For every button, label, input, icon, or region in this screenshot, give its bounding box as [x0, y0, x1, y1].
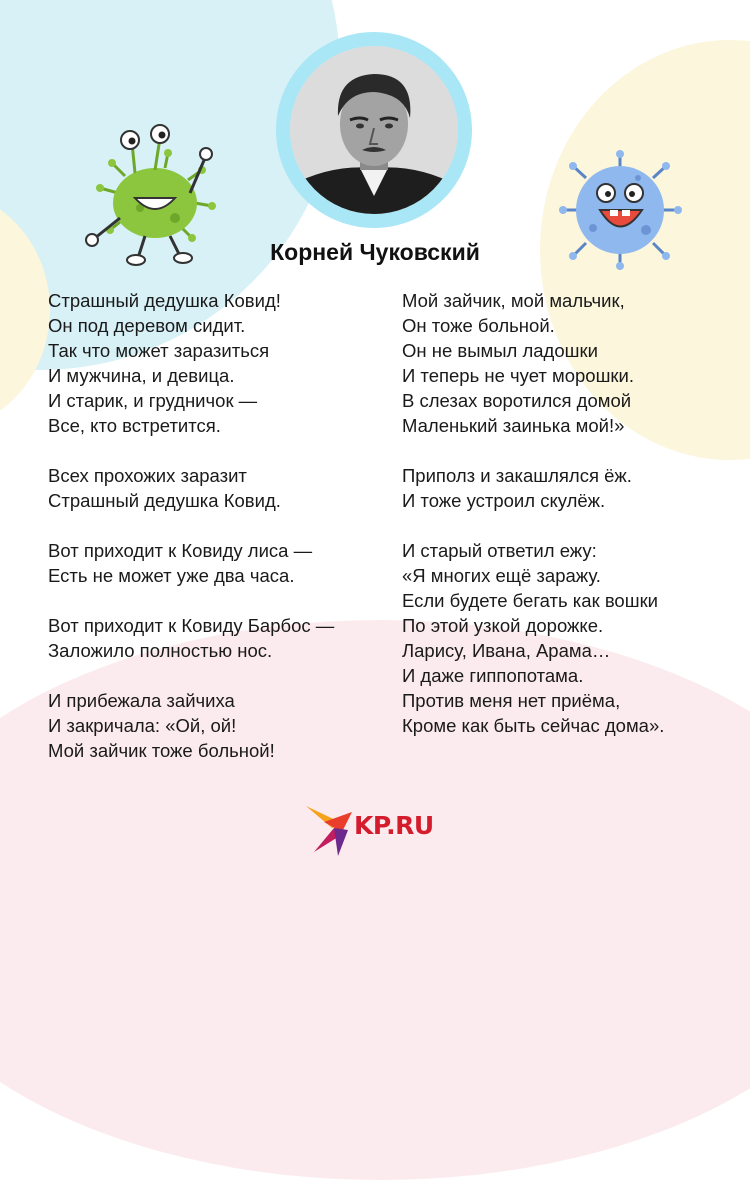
- poem-line: И мужчина, и девица.: [48, 365, 235, 386]
- poem-line: Против меня нет приёма,: [402, 690, 621, 711]
- kp-logo-text: KP.RU: [354, 811, 434, 840]
- poem-line: «Я многих ещё заражу.: [402, 565, 601, 586]
- author-photo-icon: [290, 46, 458, 214]
- author-name: Корней Чуковский: [270, 239, 480, 265]
- poem-left-column: [48, 288, 378, 763]
- poem-line: И даже гиппопотама.: [402, 665, 584, 686]
- poem-line: По этой узкой дорожке.: [402, 615, 604, 636]
- poem-line: И старик, и грудничок —: [48, 390, 258, 411]
- poem-line: И закричала: «Ой, ой!: [48, 715, 237, 736]
- poem-line: Так что может заразиться: [48, 340, 270, 361]
- poem-line: И тоже устроил скулёж.: [402, 490, 606, 511]
- poem-line: Приполз и закашлялся ёж.: [402, 465, 632, 486]
- poem-line: И старый ответил ежу:: [402, 540, 597, 561]
- stanza-gap: [48, 438, 378, 463]
- poem-line: Мой зайчик тоже больной!: [48, 740, 275, 761]
- author-portrait: [290, 46, 458, 214]
- poem-line: Кроме как быть сейчас дома».: [402, 715, 665, 736]
- poem-line: Есть не может уже два часа.: [48, 565, 295, 586]
- stanza-gap: [48, 513, 378, 538]
- stanza-gap: [48, 588, 378, 613]
- poem-line: В слезах воротился домой: [402, 390, 632, 411]
- poem-line: Все, кто встретится.: [48, 415, 221, 436]
- poem-line: И теперь не чует морошки.: [402, 365, 634, 386]
- stanza-gap: [402, 513, 732, 538]
- poem-line: И прибежала зайчиха: [48, 690, 235, 711]
- poem-line: Страшный дедушка Ковид.: [48, 490, 281, 511]
- poem-line: Он тоже больной.: [402, 315, 555, 336]
- poem-line: Если будете бегать как вошки: [402, 590, 658, 611]
- stanza-gap: [48, 663, 378, 688]
- stanza-gap: [402, 438, 732, 463]
- poem-line: Вот приходит к Ковиду Барбос —: [48, 615, 335, 636]
- poem-line: Заложило полностью нос.: [48, 640, 273, 661]
- poem-line: Маленький заинька мой!»: [402, 415, 625, 436]
- poem-line: Вот приходит к Ковиду лиса —: [48, 540, 313, 561]
- poem-line: Всех прохожих заразит: [48, 465, 247, 486]
- poem-line: Он под деревом сидит.: [48, 315, 246, 336]
- poem-line: Страшный дедушка Ковид!: [48, 290, 281, 311]
- poem-line: Мой зайчик, мой мальчик,: [402, 290, 625, 311]
- poem-line: Ларису, Ивана, Арама…: [402, 640, 611, 661]
- poem-line: Он не вымыл ладошки: [402, 340, 598, 361]
- poem-right-column: [402, 288, 732, 738]
